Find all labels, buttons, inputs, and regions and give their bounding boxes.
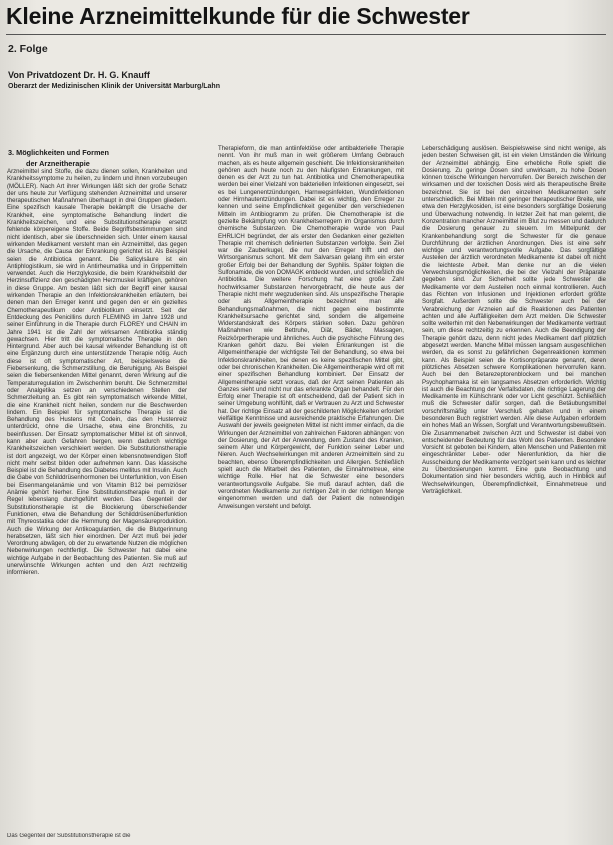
column-2-text: Therapieform, die man antiinfektiöse oder antibakterielle Therapie nennt. Von ihr muß man in weit größerem Umfang Gebrauch machen, als es heute allgemein geschieht. Die Infektionskrankheiten gehören auch heute noch zu den häufigsten Erkrankungen, mit denen es der Arzt zu tun hat. Antibiotika und Chemotherapeutika werden bei einer Vielzahl von bakteriellen Infektionen eingesetzt, sei es bei Lungenentzündungen, Harnwegsinfekten, Wundinfektionen oder Hirnhautentzündungen. Dabei ist es wichtig, den Erreger zu kennen und seine Empfindlichkeit gegenüber den verschiedenen Mitteln im Antibiogramm zu prüfen. Die Chemotherapie ist die gezielte Bekämpfung von Krankheitserregern im Organismus durch chemische Substanzen. Die Chemotherapie wurde von Paul EHRLICH begründet, der als erster den Gedanken einer gezielten Therapie mit chemisch definierten Substanzen verfolgte. Sein Ziel war die Zauberkugel, die nur den Erreger trifft und den Wirtsorganismus schont. Mit dem Salvarsan gelang ihm ein erster großer Erfolg bei der Behandlung der Syphilis. Später folgten die Sulfonamide, die von DOMAGK entdeckt wurden, und schließlich die Antibiotika. Die weitere Forschung hat eine große Zahl hochwirksamer Substanzen hervorgebracht, die heute aus der Therapie nicht mehr wegzudenken sind. Als unspezifische Therapie oder als Allgemeintherapie bezeichnet man alle Behandlungsmaßnahmen, die nicht gegen eine bestimmte Krankheitsursache gerichtet sind, sondern die allgemeine Widerstandskraft des Körpers stärken sollen. Dazu gehören Maßnahmen wie Bettruhe, Diät, Bäder, Massagen, Reizkörpertherapie und ähnliches. Auch die psychische Führung des Kranken gehört dazu. Bei vielen Erkrankungen ist die Allgemeintherapie der wichtigste Teil der Behandlung, so etwa bei Infektionskrankheiten, bei denen es keine spezifischen Mittel gibt, oder bei chronischen Krankheiten. Die Allgemeintherapie wird oft mit einer spezifischen Behandlung kombiniert. Der Einsatz der Allgemeintherapie setzt voraus, daß der Arzt seinen Patienten als Ganzes sieht und nicht nur das erkrankte Organ behandelt. Für den Erfolg einer Therapie ist oft entscheidend, daß der Patient sich in seiner Umgebung wohlfühlt, daß er Vertrauen zu Arzt und Schwester hat. Der richtige Einsatz all der geschilderten Möglichkeiten erfordert vielfältige Kenntnisse und ausreichende praktische Erfahrungen. Die Auswahl der jeweils geeigneten Mittel ist nicht immer einfach, da die Wirkungen der Arzneimittel von zahlreichen Faktoren abhängen: von der Dosierung, der Art der Anwendung, dem Zustand des Kranken, seinem Alter und Körpergewicht, der Funktion seiner Leber und Nieren. Auch Wechselwirkungen mit anderen Arzneimitteln sind zu beachten, ebenso Überempfindlichkeiten und Allergien. Schließlich spielt auch die Mitarbeit des Patienten, die Einnahmetreue, eine wichtige Rolle. Hier hat die Schwester eine besonders verantwortungsvolle Aufgabe. Sie muß darauf achten, daß die verordneten Medikamente zur richtigen Zeit in der richtigen Menge eingenommen werden und daß der Patient die notwendigen Anweisungen versteht und befolgt. xyxy=(218,145,404,510)
article-title: Kleine Arzneimittelkunde für die Schwester xyxy=(6,3,470,29)
column-3-text: Leberschädigung auslösen. Beispielsweise sind nicht wenige, als jeden besten Schweisen gilt, ist ein vielen Umständen die Wirkung der Arzneimittel abhängig. Eine erhebliche Rolle spielt die Dosierung. Zu geringe Dosen sind unwirksam, zu hohe Dosen können toxische Wirkungen hervorrufen. Der Bereich zwischen der wirksamen und der toxischen Dosis wird als therapeutische Breite bezeichnet. Sie ist bei den einzelnen Medikamenten sehr unterschiedlich. Bei Mitteln mit geringer therapeutischer Breite, wie etwa den Herzglykosiden, ist eine besonders sorgfältige Dosierung und Überwachung notwendig. In letzter Zeit hat man gelernt, die Konzentration mancher Arzneimittel im Blut zu messen und dadurch die Dosierung genauer zu steuern. Im Mittelpunkt der Krankenbehandlung sorgt die Schwester für die genaue Durchführung der ärztlichen Anordnungen. Dies ist eine sehr wichtige und verantwortungsvolle Aufgabe. Das sorgfältige Austeilen der ärztlich verordneten Medikamente ist dabei oft nicht die leichteste Arbeit. Man denke nur an die vielen Verwechslungsmöglichkeiten, die bei der Vielzahl der Präparate gegeben sind. Zur Sicherheit sollte jede Schwester die Medikamente vor dem Austeilen noch einmal kontrollieren. Auch das Richten von Infusionen und Injektionen erfordert größte Sorgfalt. Außerdem sollte die Schwester auch bei der Verabreichung der Arzneien auf die Reaktionen des Patienten achten und alle Auffälligkeiten dem Arzt melden. Die Schwester sollte weiterhin mit den Nebenwirkungen der Medikamente vertraut sein, um diese rechtzeitig zu erkennen. Auch die Beendigung der Therapie gehört dazu, denn nicht jedes Medikament darf plötzlich abgesetzt werden. Manche Mittel müssen langsam ausgeschlichen werden, da es sonst zu gefährlichen Gegenreaktionen kommen kann. Als Beispiel seien die Kortisonpräparate genannt, deren plötzliches Absetzen schwere Komplikationen hervorrufen kann. Auch bei den Betarezeptorenblockern und bei manchen Psychopharmaka ist ein langsames Absetzen erforderlich. Wichtig ist auch die Beachtung der Verfallsdaten, die richtige Lagerung der Medikamente im Kühlschrank oder vor Licht geschützt. Schließlich muß die Schwester dafür sorgen, daß die Betäubungsmittel vorschriftsmäßig unter Verschluß gehalten und in einem besonderen Buch registriert werden. Alle diese Aufgaben erfordern ein hohes Maß an Wissen, Sorgfalt und Verantwortungsbewußtsein. Die Zusammenarbeit zwischen Arzt und Schwester ist dabei von entscheidender Bedeutung für das Wohl des Patienten. Besondere Vorsicht ist geboten bei Kindern, alten Menschen und Patienten mit eingeschränkter Leber- oder Nierenfunktion, da hier die Ausscheidung der Medikamente verzögert sein kann und es leichter zu Überdosierungen kommt. Eine gute Beobachtung und Dokumentation sind hier besonders wichtig, auch in Hinblick auf Wechselwirkungen, Überempfindlichkeit, Einnahmetreue und Verträglichkeit. xyxy=(422,145,606,495)
text-column-1 xyxy=(7,168,187,832)
title-divider xyxy=(6,34,606,35)
section-heading xyxy=(8,147,188,169)
column-1-text: Arzneimittel sind Stoffe, die dazu dienen sollen, Krankheiten und Krankheitssymptome zu heilen, zu lindern und ihnen vorzubeugen (MÖLLER). Nach Art ihrer Wirkungen läßt sich der große Schatz der uns heute zur Verfügung stehenden Arzneimittel und unserer therapeutischen Maßnahmen überhaupt in drei Gruppen gliedern. Eine spezifisch kausale Therapie bekämpft die Ursache der Krankheit, eine symptomatische Behandlung lindert die Krankheitszeichen, und eine Substitutionstherapie ersetzt fehlende körpereigene Stoffe. Beide Begriffsbestimmungen sind nicht identisch, aber sie überschneiden sich. Unter einem kausal wirkenden Medikament versteht man ein Arzneimittel, das gegen die Ursache, die Causa der Erkrankung gerichtet ist. Als Beispiel seien die Antibiotica genannt. Die Salicylsäure ist ein Antiphlogistikum, sie wird in Antirheumatika und in Grippemitteln verwendet. Auch die Herzglykoside, die beim Krankheitsbild der Herzinsuffizienz den geschädigten Herzmuskel kräftigen, gehören in diese Gruppe. Am besten läßt sich der Begriff einer kausal wirkenden Therapie an den Infektionskrankheiten erläutern, bei denen man den Erreger kennt und gegen den er ein gezieltes Chemotherapeutikum oder Antibiotikum einsetzt. Seit der Entdeckung des Penicillins durch FLEMING im Jahre 1928 und seiner Einführung in die Therapie durch FLOREY und CHAIN im Jahre 1941 ist die Zahl der wirksamen Antibiotika ständig gewachsen. Hier tritt die symptomatische Therapie in den Hintergrund. Aber auch bei kausal wirkender Behandlung ist oft eine Ergänzung durch eine unterstützende Therapie nötig. Auch diese ist oft symptomatischer Art, beispielsweise die Fiebersenkung, die Schmerzstillung, die Beruhigung. Als Beispiel seien die fiebersenkenden Mittel genannt, deren Wirkung auf die Temperaturregulation im Zwischenhirn beruht. Die Schmerzmittel oder Analgetika setzen an verschiedenen Stellen der Schmerzleitung an. Es gibt rein symptomatisch wirkende Mittel, die eine Krankheit nicht heilen, sondern nur die Beschwerden lindern. Ein Beispiel für symptomatische Therapie ist die Behandlung des Hustens mit Codein, das den Hustenreiz unterdrückt, ohne die Ursache, etwa eine Bronchitis, zu beeinflussen. Der Einsatz symptomatischer Mittel ist oft sinnvoll, kann aber auch Gefahren bergen, wenn dadurch wichtige Krankheitszeichen verschleiert werden. Die Substitutionstherapie ist dort angezeigt, wo der Körper einen lebensnotwendigen Stoff nicht mehr selbst bilden oder aufnehmen kann. Das klassische Beispiel ist die Behandlung des Diabetes mellitus mit Insulin. Auch die Gabe von Schilddrüsenhormonen bei Unterfunktion, von Eisen bei Eisenmangelanämie und von Vitamin B12 bei perniziöser Anämie gehört hierher. Eine Substitutionstherapie muß in der Regel lebenslang durchgeführt werden. Das Gegenteil der Substitutionstherapie ist die Blockierung überschießender Funktionen, etwa die Behandlung der Schilddrüsenüberfunktion mit Thyreostatika oder die Hemmung der Magensäureproduktion. Auch die Wirkung der Antikoagulantien, die die Blutgerinnung herabsetzen, läßt sich hier einordnen. Der Arzt muß bei jeder Verordnung abwägen, ob der zu erwartende Nutzen die möglichen Nebenwirkungen rechtfertigt. Die Schwester hat dabei eine wichtige Aufgabe in der Beobachtung des Patienten. Sie muß auf unerwünschte Wirkungen achten und den Arzt rechtzeitig informieren. xyxy=(7,168,187,577)
author-line: Von Privatdozent Dr. H. G. Knauff xyxy=(8,70,150,80)
text-column-2 xyxy=(218,145,404,835)
footnote: Das Gegenteil der Substitutionstherapie ist die xyxy=(7,833,131,839)
series-label: 2. Folge xyxy=(8,43,48,55)
affiliation-line: Oberarzt der Medizinischen Klinik der Universität Marburg/Lahn xyxy=(8,83,220,90)
text-column-3 xyxy=(422,145,606,835)
section-subtitle: der Arzneitherapie xyxy=(26,159,90,168)
section-title: 3. Möglichkeiten und Formen xyxy=(8,148,109,157)
